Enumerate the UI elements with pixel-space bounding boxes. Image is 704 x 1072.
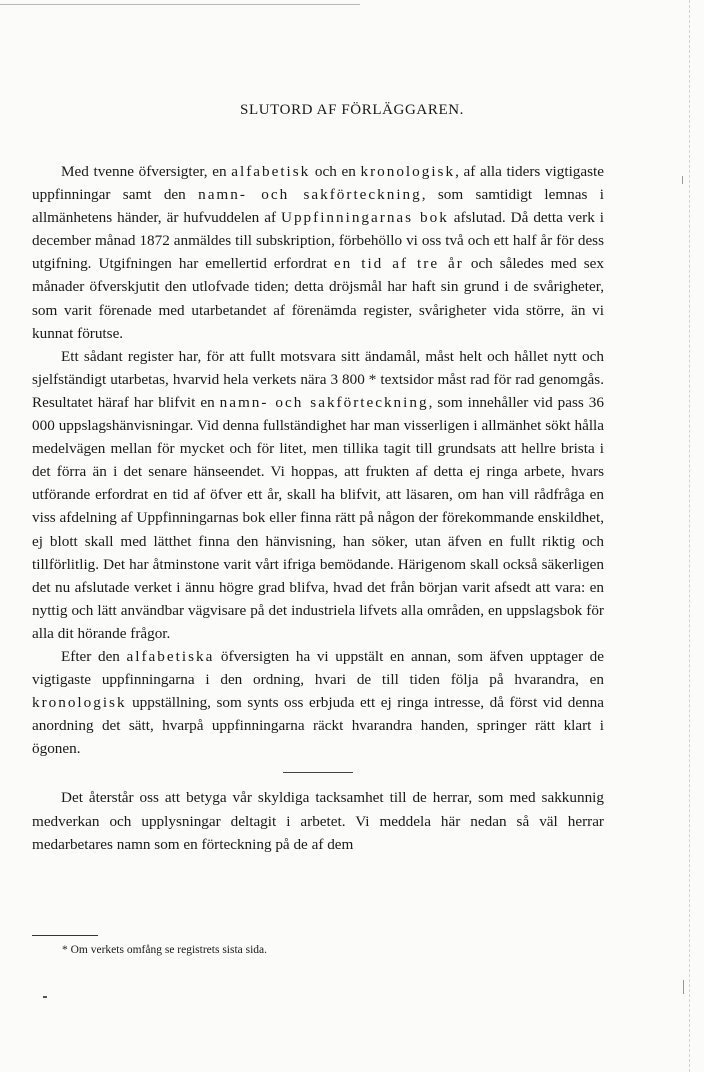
emphasis-alfabetiska: alfabetiska: [126, 647, 215, 665]
emphasis-book-title: Uppfinningarnas bok: [281, 209, 449, 227]
text-run: , af alla tiders vigtigaste uppfinningar samt den: [32, 163, 604, 204]
text-run: Ett sådant register har, för att fullt motsvara sitt ändamål, måst helt och hållet nytt och sjelfständigt utarbetas, hvarvid hela verkets nära 3 800 * textsidor måst rad för rad genomgås. Resultatet häraf har blifvit en: [32, 347, 604, 411]
print-speck: [43, 996, 47, 998]
text-run: och en: [310, 163, 361, 180]
emphasis-alfabetisk: alfabetisk: [231, 163, 311, 180]
emphasis-namn-sakforteckning: namn- och sakförteckning: [198, 186, 422, 204]
paragraph-3: [32, 645, 604, 760]
emphasis-kronologisk: kronologisk: [32, 694, 127, 712]
emphasis-namn-sakforteckning: namn- och sakförteckning: [219, 393, 429, 411]
paragraph-1: [32, 160, 604, 345]
text-run: afslutad. Då detta verk i december månad 1872 anmäldes till subskription, förbehöllo vi oss två och ett half år för dess utgifning. Utgifningen har emellertid erfordrat: [32, 209, 604, 273]
text-run: , som innehåller vid pass 36 000 uppslagshänvisningar. Vid denna fullständighet har man visserligen i allmänhet sökt hålla medelvägen mellan för mycket och för litet, men tillika tagit till grundsats att hellre brista i det förra än i det senare hänseendet. Vi hoppas, att frukten af detta ej ringa arbete, hvars utförande erfordrat en tid af öfver ett år, skall ha blifvit, att läsaren, om han vill rådfråga en viss afdelning af Uppfinningarnas bok eller finna rätt på någon der förekommande enskildhet, ej blott skall med lätthet finna den hänvisning, han söker, utan äfven en fullt riktig och tillförlitlig. Det har åtminstone varit vårt ifriga bemödande. Härigenom skall också säkerligen det nu afslutade verket i ännu högre grad blifva, hvad det från början varit afsedt att vara: en nyttig och lätt användbar vägvisare på det industriela lifvets alla områden, en uppslagsbok för alla dit hörande frågor.: [32, 393, 604, 642]
page-title: SLUTORD AF FÖRLÄGGAREN.: [240, 102, 464, 118]
paragraph-2: [32, 345, 604, 645]
emphasis-kronologisk: kronologisk: [360, 163, 456, 180]
paragraph-4: Det återstår oss att betyga vår skyldiga tacksamhet till de herrar, som med sakkunnig medverkan och upplysningar deltagit i arbetet. Vi meddela här nedan så väl herrar medarbetares namn som en förteckning på de af dem: [32, 789, 604, 853]
page-edge: [689, 0, 690, 1072]
footnote-rule: [32, 935, 98, 936]
text-run: Med tvenne öfversigter, en: [61, 163, 232, 180]
text-run: , som samtidigt lemnas i allmänhetens händer, är hufvuddelen af: [32, 186, 604, 227]
section-divider: [283, 772, 353, 773]
top-edge-rule: [0, 4, 360, 5]
text-run: Efter den: [61, 647, 127, 665]
emphasis-tre-ar: en tid af tre år: [333, 255, 464, 273]
text-run: öfversigten ha vi uppstält en annan, som äfven upptager de vigtigaste uppfinningarna i den ordning, hvari de till tiden följa på hvarandra, en: [32, 647, 605, 689]
footnote: * Om verkets omfång se registrets sista sida.: [62, 944, 268, 956]
text-run: uppställning, som synts oss erbjuda ett ej ringa intresse, då först vid denna anordning det sätt, hvarpå uppfinningarna räckt hvarandra handen, springer rätt klart i ögonen.: [32, 694, 604, 758]
print-speck: [682, 176, 683, 184]
print-speck: [683, 980, 684, 994]
body-text: [32, 160, 604, 856]
text-run: och således med sex månader öfverskjutit den utlofvade tiden; detta dröjsmål har haft sin grund i de svårigheter, som varit förenade med utarbetandet af förenämda register, svårigheter vida större, än vi kunnat förutse.: [32, 255, 604, 342]
